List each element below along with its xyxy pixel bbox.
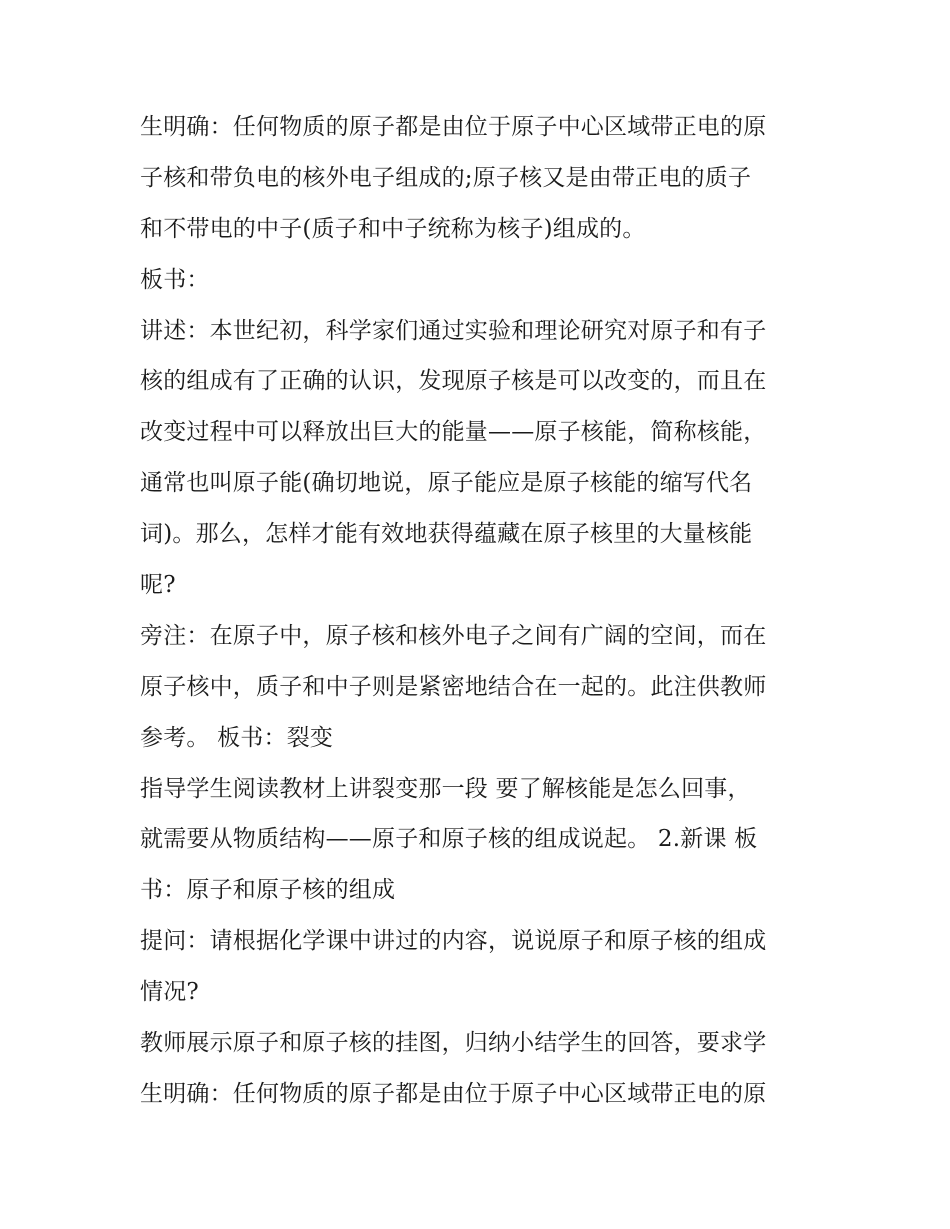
text-line: 呢?: [140, 572, 176, 599]
text-line: 通常也叫原子能(确切地说，原子能应是原子核能的缩写代名: [140, 470, 753, 497]
text-line: 子核和带负电的核外电子组成的;原子核又是由带正电的质子: [140, 164, 752, 191]
text-line: 和不带电的中子(质子和中子统称为核子)组成的。: [140, 215, 646, 242]
text-line: 情况?: [140, 979, 199, 1006]
text-line: 生明确：任何物质的原子都是由位于原子中心区域带正电的原: [140, 1080, 767, 1107]
text-line: 旁注：在原子中，原子核和核外电子之间有广阔的空间，而在: [140, 622, 767, 649]
text-line: 核的组成有了正确的认识，发现原子核是可以改变的，而且在: [140, 368, 767, 395]
text-line: 就需要从物质结构——原子和原子核的组成说起。 2.新课 板: [140, 826, 758, 853]
text-line: 提问：请根据化学课中讲过的内容，说说原子和原子核的组成: [140, 928, 767, 955]
text-line: 指导学生阅读教材上讲裂变那一段 要了解核能是怎么回事，: [140, 775, 751, 802]
text-line: 词)。那么，怎样才能有效地获得蕴藏在原子核里的大量核能: [140, 521, 753, 548]
text-line: 讲述：本世纪初，科学家们通过实验和理论研究对原子和有子: [140, 317, 767, 344]
text-line: 书：原子和原子核的组成: [140, 877, 396, 904]
text-line: 原子核中，质子和中子则是紧密地结合在一起的。此注供教师: [140, 673, 767, 700]
text-line: 教师展示原子和原子核的挂图，归纳小结学生的回答，要求学: [140, 1030, 767, 1057]
text-line: 板书：: [140, 266, 210, 293]
document-body: [140, 102, 820, 1120]
text-line: 生明确：任何物质的原子都是由位于原子中心区域带正电的原: [140, 114, 767, 140]
text-line: 改变过程中可以释放出巨大的能量——原子核能，简称核能，: [140, 419, 767, 446]
text-line: 参考。 板书：裂变: [140, 724, 334, 751]
